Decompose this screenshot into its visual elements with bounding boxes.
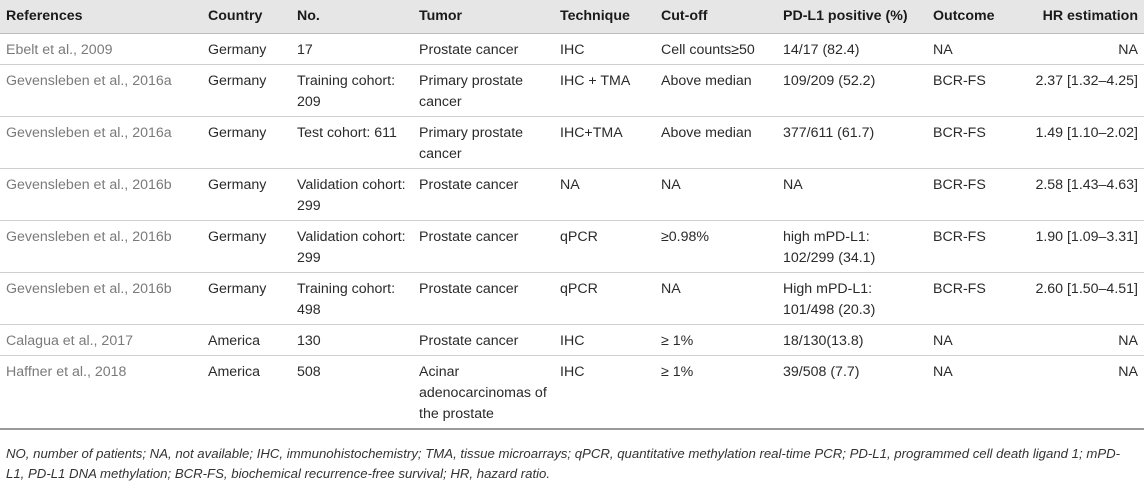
- col-header-no: No.: [297, 8, 320, 24]
- cell-country: Germany: [208, 125, 267, 141]
- table-footnote: NO, number of patients; NA, not available; IHC, immunohistochemistry; TMA, tissue microarrays; qPCR, quantitative methylation real-time PCR; PD-L1, programmed cell death ligand 1; mPD-L1, PD-L1 DNA methylation; BCR-FS, biochemical recurrence-free survival; HR, hazard ratio.: [6, 446, 1121, 481]
- table-body: [0, 34, 1144, 430]
- cell-technique: qPCR: [560, 229, 598, 245]
- cell-hr-estimation: 2.60 [1.50–4.51]: [1035, 281, 1138, 297]
- cell-country: Germany: [208, 281, 267, 297]
- cell-pdl1-positive: 18/130(13.8): [783, 333, 864, 349]
- cell-no: 130: [297, 333, 321, 349]
- col-header-technique: Technique: [560, 8, 630, 24]
- table-row: [0, 117, 1144, 169]
- cell-pdl1-positive: 109/209 (52.2): [783, 73, 876, 89]
- cell-tumor: Primary prostate cancer: [419, 125, 524, 162]
- cell-no: Training cohort: 209: [297, 73, 396, 110]
- cell-no: 508: [297, 364, 321, 380]
- cell-outcome: BCR-FS: [933, 281, 986, 297]
- cell-tumor: Acinar adenocarcinomas of the prostate: [419, 364, 547, 422]
- cell-technique: qPCR: [560, 281, 598, 297]
- cell-no: Validation cohort: 299: [297, 177, 406, 214]
- cell-hr-estimation: NA: [1118, 364, 1138, 380]
- cell-reference[interactable]: Gevensleben et al., 2016b: [6, 229, 172, 245]
- cell-tumor: Primary prostate cancer: [419, 73, 524, 110]
- cell-country: Germany: [208, 73, 267, 89]
- cell-cutoff: NA: [661, 281, 681, 297]
- cell-pdl1-positive: NA: [783, 177, 803, 193]
- table-row: [0, 325, 1144, 356]
- cell-no: Test cohort: 611: [297, 125, 397, 141]
- col-header-country: Country: [208, 8, 263, 24]
- table-row: [0, 273, 1144, 325]
- cell-tumor: Prostate cancer: [419, 281, 519, 297]
- cell-hr-estimation: 2.58 [1.43–4.63]: [1035, 177, 1138, 193]
- cell-cutoff: Above median: [661, 125, 752, 141]
- cell-pdl1-positive: high mPD-L1: 102/299 (34.1): [783, 229, 876, 266]
- cell-hr-estimation: 1.49 [1.10–2.02]: [1035, 125, 1138, 141]
- table-row: [0, 356, 1144, 430]
- table-row: [0, 221, 1144, 273]
- cell-outcome: NA: [933, 333, 953, 349]
- table-row: [0, 169, 1144, 221]
- cell-technique: IHC: [560, 364, 585, 380]
- cell-no: Validation cohort: 299: [297, 229, 406, 266]
- col-header-tumor: Tumor: [419, 8, 463, 24]
- cell-outcome: BCR-FS: [933, 177, 986, 193]
- cell-no: 17: [297, 42, 313, 58]
- cell-reference[interactable]: Haffner et al., 2018: [6, 364, 127, 380]
- cell-hr-estimation: NA: [1118, 42, 1138, 58]
- col-header-pdl1-positive: PD-L1 positive (%): [783, 8, 908, 24]
- cell-pdl1-positive: High mPD-L1: 101/498 (20.3): [783, 281, 876, 318]
- cell-outcome: NA: [933, 364, 953, 380]
- cell-reference[interactable]: Ebelt et al., 2009: [6, 42, 113, 58]
- cell-pdl1-positive: 14/17 (82.4): [783, 42, 860, 58]
- cell-technique: IHC + TMA: [560, 73, 631, 89]
- cell-hr-estimation: 2.37 [1.32–4.25]: [1035, 73, 1138, 89]
- col-header-outcome: Outcome: [933, 8, 995, 24]
- cell-reference[interactable]: Gevensleben et al., 2016a: [6, 125, 172, 141]
- cell-cutoff: ≥ 1%: [661, 333, 694, 349]
- cell-outcome: BCR-FS: [933, 229, 986, 245]
- cell-country: America: [208, 333, 261, 349]
- cell-pdl1-positive: 377/611 (61.7): [783, 125, 875, 141]
- cell-outcome: NA: [933, 42, 953, 58]
- cell-cutoff: Above median: [661, 73, 752, 89]
- cell-reference[interactable]: Gevensleben et al., 2016a: [6, 73, 172, 89]
- cell-hr-estimation: 1.90 [1.09–3.31]: [1035, 229, 1138, 245]
- cell-reference[interactable]: Gevensleben et al., 2016b: [6, 177, 172, 193]
- col-header-cutoff: Cut-off: [661, 8, 708, 24]
- cell-tumor: Prostate cancer: [419, 229, 519, 245]
- cell-technique: NA: [560, 177, 580, 193]
- cell-pdl1-positive: 39/508 (7.7): [783, 364, 860, 380]
- cell-country: Germany: [208, 177, 267, 193]
- cell-cutoff: Cell counts≥50: [661, 42, 755, 58]
- cell-tumor: Prostate cancer: [419, 333, 519, 349]
- cell-country: America: [208, 364, 261, 380]
- cell-country: Germany: [208, 42, 267, 58]
- cell-outcome: BCR-FS: [933, 73, 986, 89]
- cell-tumor: Prostate cancer: [419, 42, 519, 58]
- cell-technique: IHC: [560, 42, 585, 58]
- cell-no: Training cohort: 498: [297, 281, 396, 318]
- cell-technique: IHC: [560, 333, 585, 349]
- header-row: [0, 0, 1144, 34]
- col-header-hr-estimation: HR estimation: [1042, 8, 1138, 24]
- cell-technique: IHC+TMA: [560, 125, 623, 141]
- col-header-references: References: [6, 8, 83, 24]
- table-row: [0, 65, 1144, 117]
- cell-hr-estimation: NA: [1118, 333, 1138, 349]
- cell-tumor: Prostate cancer: [419, 177, 519, 193]
- cell-reference[interactable]: Calagua et al., 2017: [6, 333, 133, 349]
- cell-reference[interactable]: Gevensleben et al., 2016b: [6, 281, 172, 297]
- cell-cutoff: ≥ 1%: [661, 364, 694, 380]
- cell-cutoff: ≥0.98%: [661, 229, 710, 245]
- cell-cutoff: NA: [661, 177, 681, 193]
- cell-outcome: BCR-FS: [933, 125, 986, 141]
- table-row: [0, 34, 1144, 65]
- cell-country: Germany: [208, 229, 267, 245]
